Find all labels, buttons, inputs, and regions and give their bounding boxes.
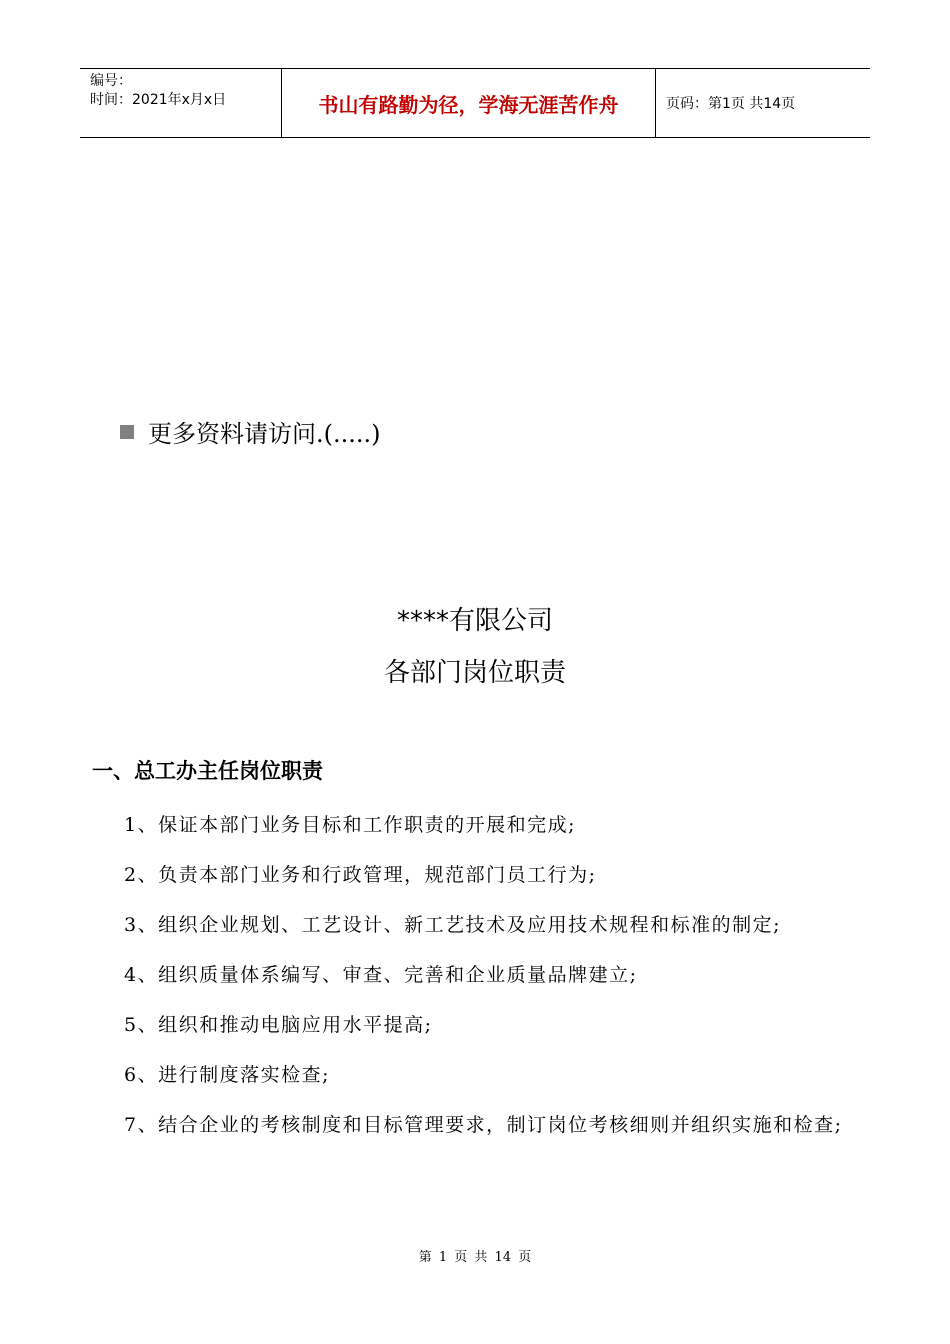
document-subtitle: 各部门岗位职责 [383, 658, 566, 688]
header-page-info: 页码：第1页 共14页 [666, 96, 796, 112]
duty-item: 3、组织企业规划、工艺设计、新工艺技术及应用技术规程和标准的制定; [124, 914, 781, 936]
document-time: 时间：2021年x月x日 [90, 92, 227, 108]
page-footer: 第 1 页 共 14 页 [418, 1250, 532, 1265]
header-meta [80, 69, 282, 137]
duty-item: 2、负责本部门业务和行政管理，规范部门员工行为; [124, 864, 597, 886]
duty-item: 6、进行制度落实检查; [124, 1064, 330, 1086]
square-bullet-icon [120, 425, 134, 439]
more-info-line [120, 414, 381, 449]
more-info-text: 更多资料请访问.(.....) [148, 420, 381, 448]
company-title: ****有限公司 [396, 606, 553, 636]
section-heading: 一、总工办主任岗位职责 [92, 758, 323, 783]
document-number-label: 编号： [90, 73, 132, 89]
duty-item: 5、组织和推动电脑应用水平提高; [124, 1014, 433, 1036]
duty-item: 4、组织质量体系编写、审查、完善和企业质量品牌建立; [124, 964, 638, 986]
duty-item: 1、保证本部门业务目标和工作职责的开展和完成; [124, 814, 576, 836]
page-header [80, 68, 870, 138]
header-motto: 书山有路勤为径，学海无涯苦作舟 [282, 69, 656, 137]
duty-item: 7、结合企业的考核制度和目标管理要求，制订岗位考核细则并组织实施和检查; [124, 1114, 843, 1136]
duty-list [92, 800, 882, 1150]
